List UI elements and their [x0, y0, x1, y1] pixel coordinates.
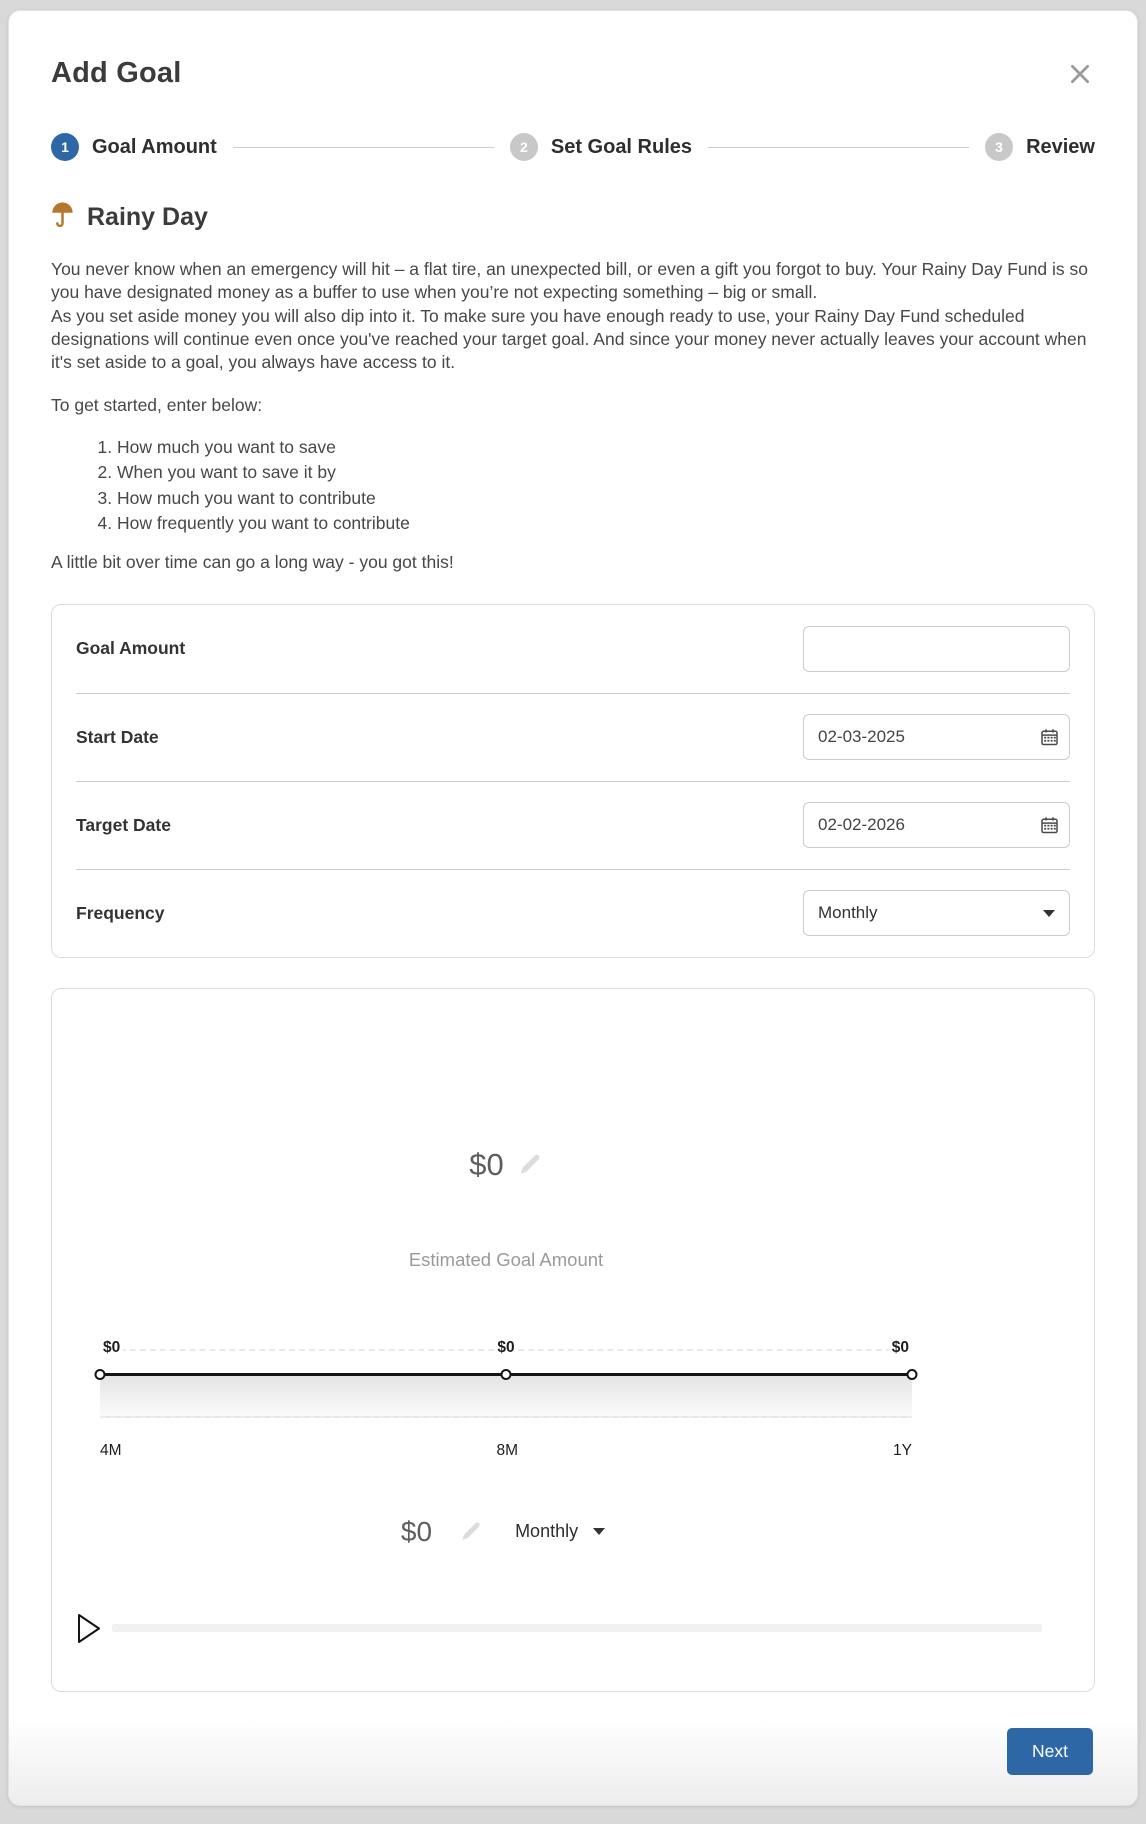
setup-steps-list — [51, 435, 1095, 537]
calendar-icon — [1041, 822, 1058, 837]
chart-area-fill — [100, 1376, 912, 1418]
list-item: 3. How much you want to contribute — [117, 486, 1095, 511]
chart-data-point — [501, 1369, 512, 1380]
timeline-player — [76, 1612, 1070, 1645]
play-button[interactable] — [76, 1612, 102, 1645]
goal-description-part-1: You never know when an emergency will hit – a flat tire, an unexpected bill, or even a gift you forgot to buy. Your Rainy Day Fund is so you have designated money as a buffer to use when you’re not expecting something – big or small. — [51, 259, 1088, 303]
goal-amount-row — [76, 605, 1070, 693]
encouragement-text: A little bit over time can go a long way - you got this! — [51, 551, 454, 572]
play-icon — [76, 1633, 102, 1648]
chart-line-area — [100, 1373, 912, 1418]
frequency-selected-value: Monthly — [818, 903, 878, 923]
calendar-icon — [1041, 734, 1058, 749]
timeline-slider[interactable] — [112, 1624, 1042, 1632]
frequency-label: Frequency — [76, 902, 165, 923]
step-1-label: Goal Amount — [92, 135, 217, 158]
goal-type-heading — [51, 201, 1095, 234]
edit-goal-amount-button[interactable] — [516, 1151, 543, 1178]
target-date-calendar-button[interactable] — [1041, 817, 1058, 834]
pencil-icon — [458, 1532, 483, 1547]
estimate-subtitle: Estimated Goal Amount — [408, 1248, 604, 1270]
target-date-field — [803, 802, 1070, 848]
list-item: 2. When you want to save it by — [117, 460, 1095, 485]
close-icon — [1067, 75, 1093, 90]
x-axis-tick: 8M — [496, 1441, 519, 1459]
contribution-controls — [100, 1516, 912, 1548]
start-date-label: Start Date — [76, 726, 159, 747]
x-axis-tick: 4M — [100, 1441, 122, 1459]
step-connector — [233, 147, 494, 148]
goal-form-card — [51, 604, 1095, 958]
list-item: 4. How frequently you want to contribute — [117, 511, 1095, 536]
wizard-stepper — [51, 133, 1095, 161]
edit-contribution-button[interactable] — [458, 1519, 483, 1544]
list-item: 1. How much you want to save — [117, 435, 1095, 460]
page-title: Add Goal — [51, 57, 182, 89]
chevron-down-icon — [593, 1528, 605, 1535]
close-button[interactable] — [1065, 57, 1095, 91]
estimate-column — [100, 1147, 912, 1548]
chart-point-label: $0 — [889, 1339, 912, 1357]
chevron-down-icon — [1043, 910, 1055, 917]
frequency-row — [76, 869, 1070, 957]
contribution-frequency-dropdown[interactable] — [509, 1520, 611, 1543]
estimated-goal-value: $0 — [469, 1146, 504, 1182]
goal-amount-input[interactable] — [803, 626, 1070, 672]
modal-footer — [9, 1718, 1137, 1805]
goal-projection-chart — [100, 1339, 912, 1460]
step-goal-amount[interactable] — [51, 133, 217, 161]
start-date-row — [76, 693, 1070, 781]
step-connector — [708, 147, 969, 148]
modal-header — [51, 57, 1095, 91]
step-3-badge: 3 — [985, 133, 1013, 161]
chart-point-label: $0 — [494, 1339, 517, 1357]
next-button[interactable]: Next — [1007, 1728, 1093, 1775]
target-date-input[interactable] — [803, 802, 1070, 848]
goal-type-title: Rainy Day — [87, 203, 208, 231]
contribution-amount-value: $0 — [400, 1515, 433, 1547]
contribution-frequency-value: Monthly — [515, 1521, 579, 1542]
chart-data-point — [95, 1369, 106, 1380]
step-review[interactable] — [985, 133, 1095, 161]
add-goal-modal — [8, 10, 1138, 1806]
modal-body — [9, 11, 1137, 1692]
umbrella-icon — [51, 201, 74, 234]
estimate-card — [51, 988, 1095, 1692]
goal-description-part-2: As you set aside money you will also dip into it. To make sure you have enough ready to use, your Rainy Day Fund scheduled designations will continue even once you've reached your target goal. And since your money never actually leaves your account when it's set aside to a goal, you always have access to it. — [51, 305, 1087, 373]
get-started-text: To get started, enter below: — [51, 395, 263, 416]
step-set-goal-rules[interactable] — [510, 133, 692, 161]
pencil-icon — [516, 1166, 543, 1181]
step-1-badge: 1 — [51, 133, 79, 161]
step-3-label: Review — [1026, 135, 1095, 158]
start-date-input[interactable] — [803, 714, 1070, 760]
chart-point-label: $0 — [100, 1339, 123, 1357]
step-2-label: Set Goal Rules — [550, 135, 693, 158]
goal-amount-label: Goal Amount — [76, 638, 186, 659]
target-date-row — [76, 781, 1070, 869]
x-axis-tick: 1Y — [893, 1441, 912, 1459]
chart-x-axis-labels — [100, 1442, 912, 1460]
step-2-badge: 2 — [510, 133, 538, 161]
goal-description — [51, 258, 1095, 374]
target-date-label: Target Date — [76, 814, 171, 835]
start-date-calendar-button[interactable] — [1041, 729, 1058, 746]
start-date-field — [803, 714, 1070, 760]
chart-value-labels — [100, 1339, 912, 1357]
chart-data-point — [907, 1369, 918, 1380]
estimated-goal-display — [100, 1147, 912, 1183]
frequency-select[interactable] — [803, 890, 1070, 936]
